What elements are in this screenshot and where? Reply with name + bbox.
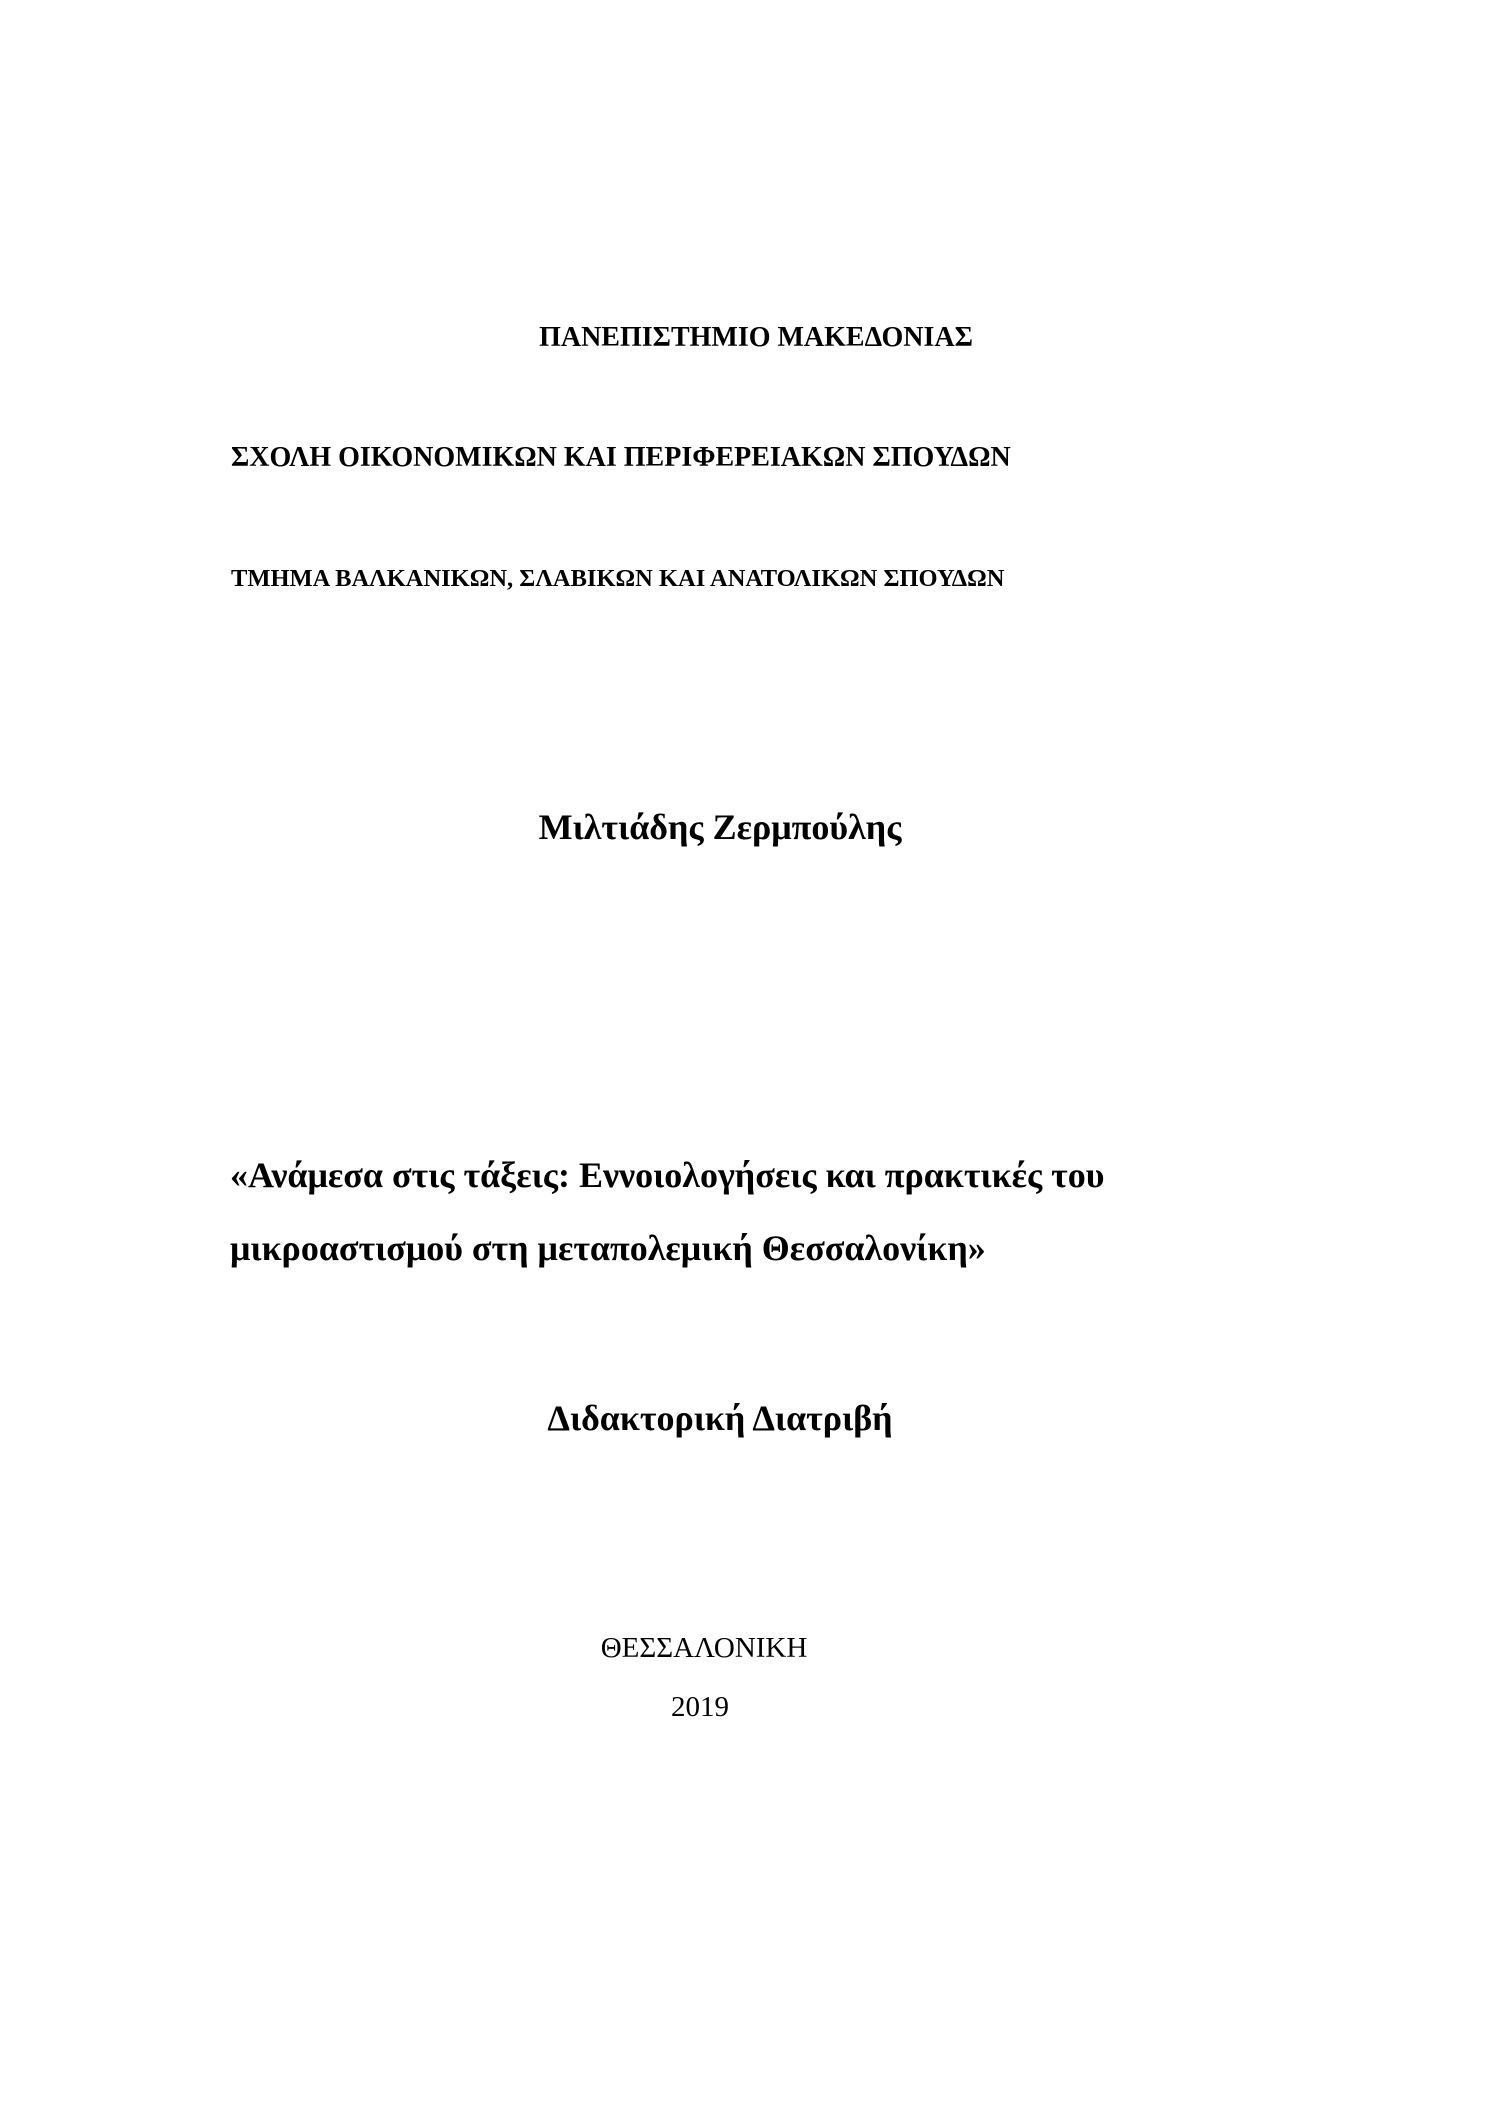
- author-name: Μιλτιάδης Ζερμπούλης: [538, 807, 902, 847]
- year: 2019: [671, 1691, 729, 1723]
- university-name: ΠΑΝΕΠΙΣΤΗΜΙΟ ΜΑΚΕΔΟΝΙΑΣ: [539, 322, 973, 353]
- department-name: ΤΜΗΜΑ ΒΑΛΚΑΝΙΚΩΝ, ΣΛΑΒΙΚΩΝ ΚΑΙ ΑΝΑΤΟΛΙΚΩΝ ΣΠΟΥΔΩΝ: [231, 565, 1005, 592]
- thesis-title-line-1: «Ανάμεσα στις τάξεις: Εννοιολογήσεις και πρακτικές του: [230, 1155, 1105, 1195]
- document-type: Διδακτορική Διατριβή: [547, 1398, 893, 1438]
- school-name: ΣΧΟΛΗ ΟΙΚΟΝΟΜΙΚΩΝ ΚΑΙ ΠΕΡΙΦΕΡΕΙΑΚΩΝ ΣΠΟΥΔΩΝ: [231, 442, 1011, 473]
- city-name: ΘΕΣΣΑΛΟΝΙΚΗ: [600, 1632, 808, 1664]
- thesis-title-line-2: μικροαστισμού στη μεταπολεμική Θεσσαλονίκη»: [230, 1228, 986, 1268]
